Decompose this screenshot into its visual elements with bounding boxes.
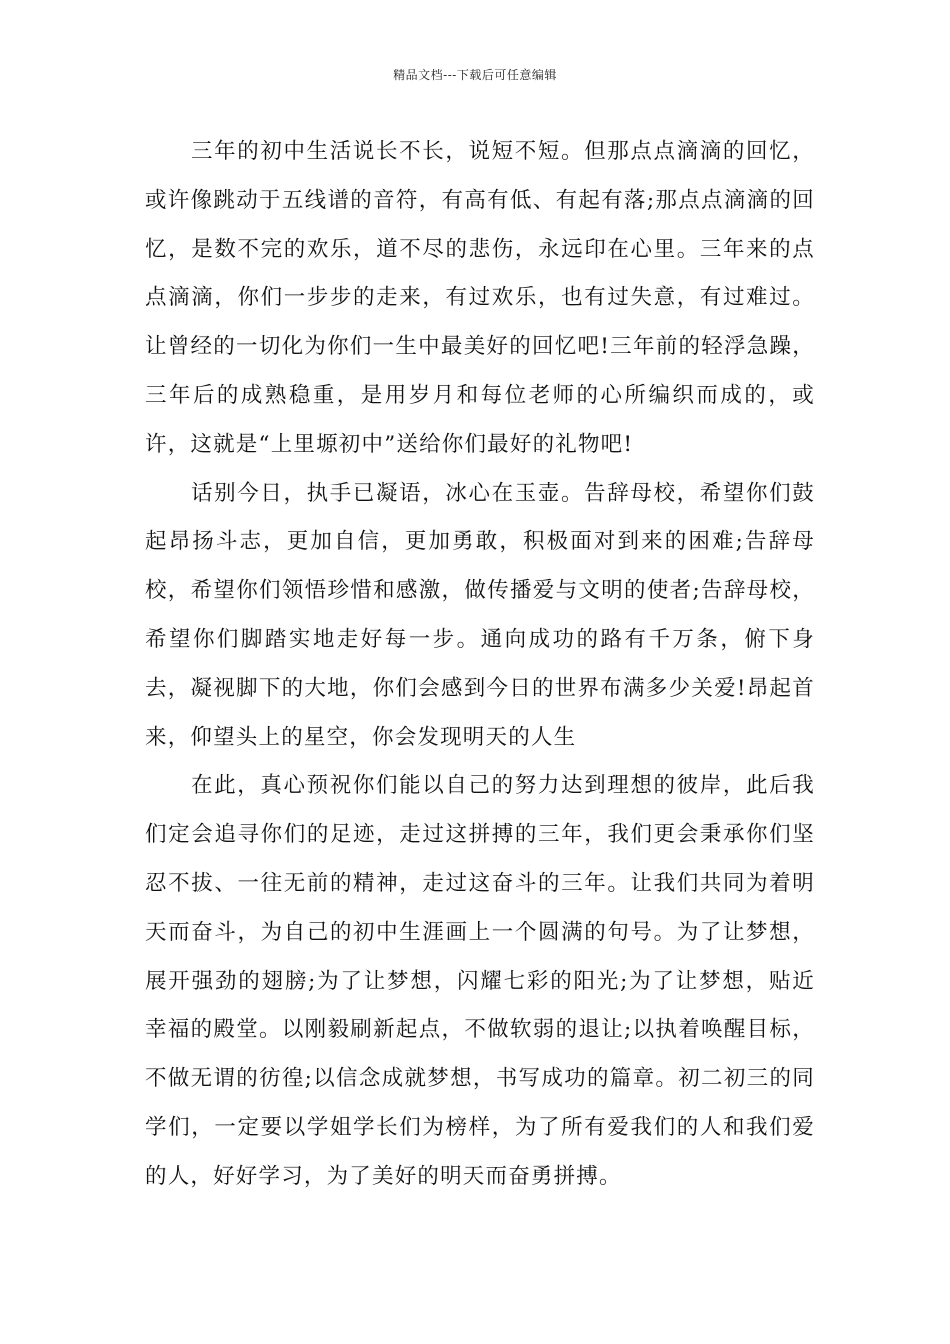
paragraph-1: 三年的初中生活说长不长，说短不短。但那点点滴滴的回忆，或许像跳动于五线谱的音符，有高有低、有起有落;那点点滴滴的回忆，是数不完的欢乐，道不尽的悲伤，永远印在心里。三年来的点点滴滴，你们一步步的走来，有过欢乐，也有过失意，有过难过。让曾经的一切化为你们一生中最美好的回忆吧!三年前的轻浮急躁，三年后的成熟稳重，是用岁月和每位老师的心所编织而成的，或许，这就是“上里塬初中”送给你们最好的礼物吧! (145, 139, 815, 457)
paragraph-3: 在此，真心预祝你们能以自己的努力达到理想的彼岸，此后我们定会追寻你们的足迹，走过这拼搏的三年，我们更会秉承你们坚忍不拔、一往无前的精神，走过这奋斗的三年。让我们共同为着明天而奋斗，为自己的初中生涯画上一个圆满的句号。为了让梦想，展开强劲的翅膀;为了让梦想，闪耀七彩的阳光;为了让梦想，贴近幸福的殿堂。以刚毅刷新起点，不做软弱的退让;以执着唤醒目标，不做无谓的彷徨;以信念成就梦想，书写成功的篇章。初二初三的同学们，一定要以学姐学长们为榜样，为了所有爱我们的人和我们爱的人，好好学习，为了美好的明天而奋勇拼搏。 (145, 773, 815, 1189)
paragraph-2: 话别今日，执手已凝语，冰心在玉壶。告辞母校，希望你们鼓起昂扬斗志，更加自信，更加勇敢，积极面对到来的困难;告辞母校，希望你们领悟珍惜和感激，做传播爱与文明的使者;告辞母校，希望你们脚踏实地走好每一步。通向成功的路有千万条，俯下身去，凝视脚下的大地，你们会感到今日的世界布满多少关爱!昂起首来，仰望头上的星空，你会发现明天的人生 (145, 480, 815, 750)
page-header: 精品文档---下载后可任意编辑 (393, 68, 557, 82)
document-body (145, 128, 815, 1202)
